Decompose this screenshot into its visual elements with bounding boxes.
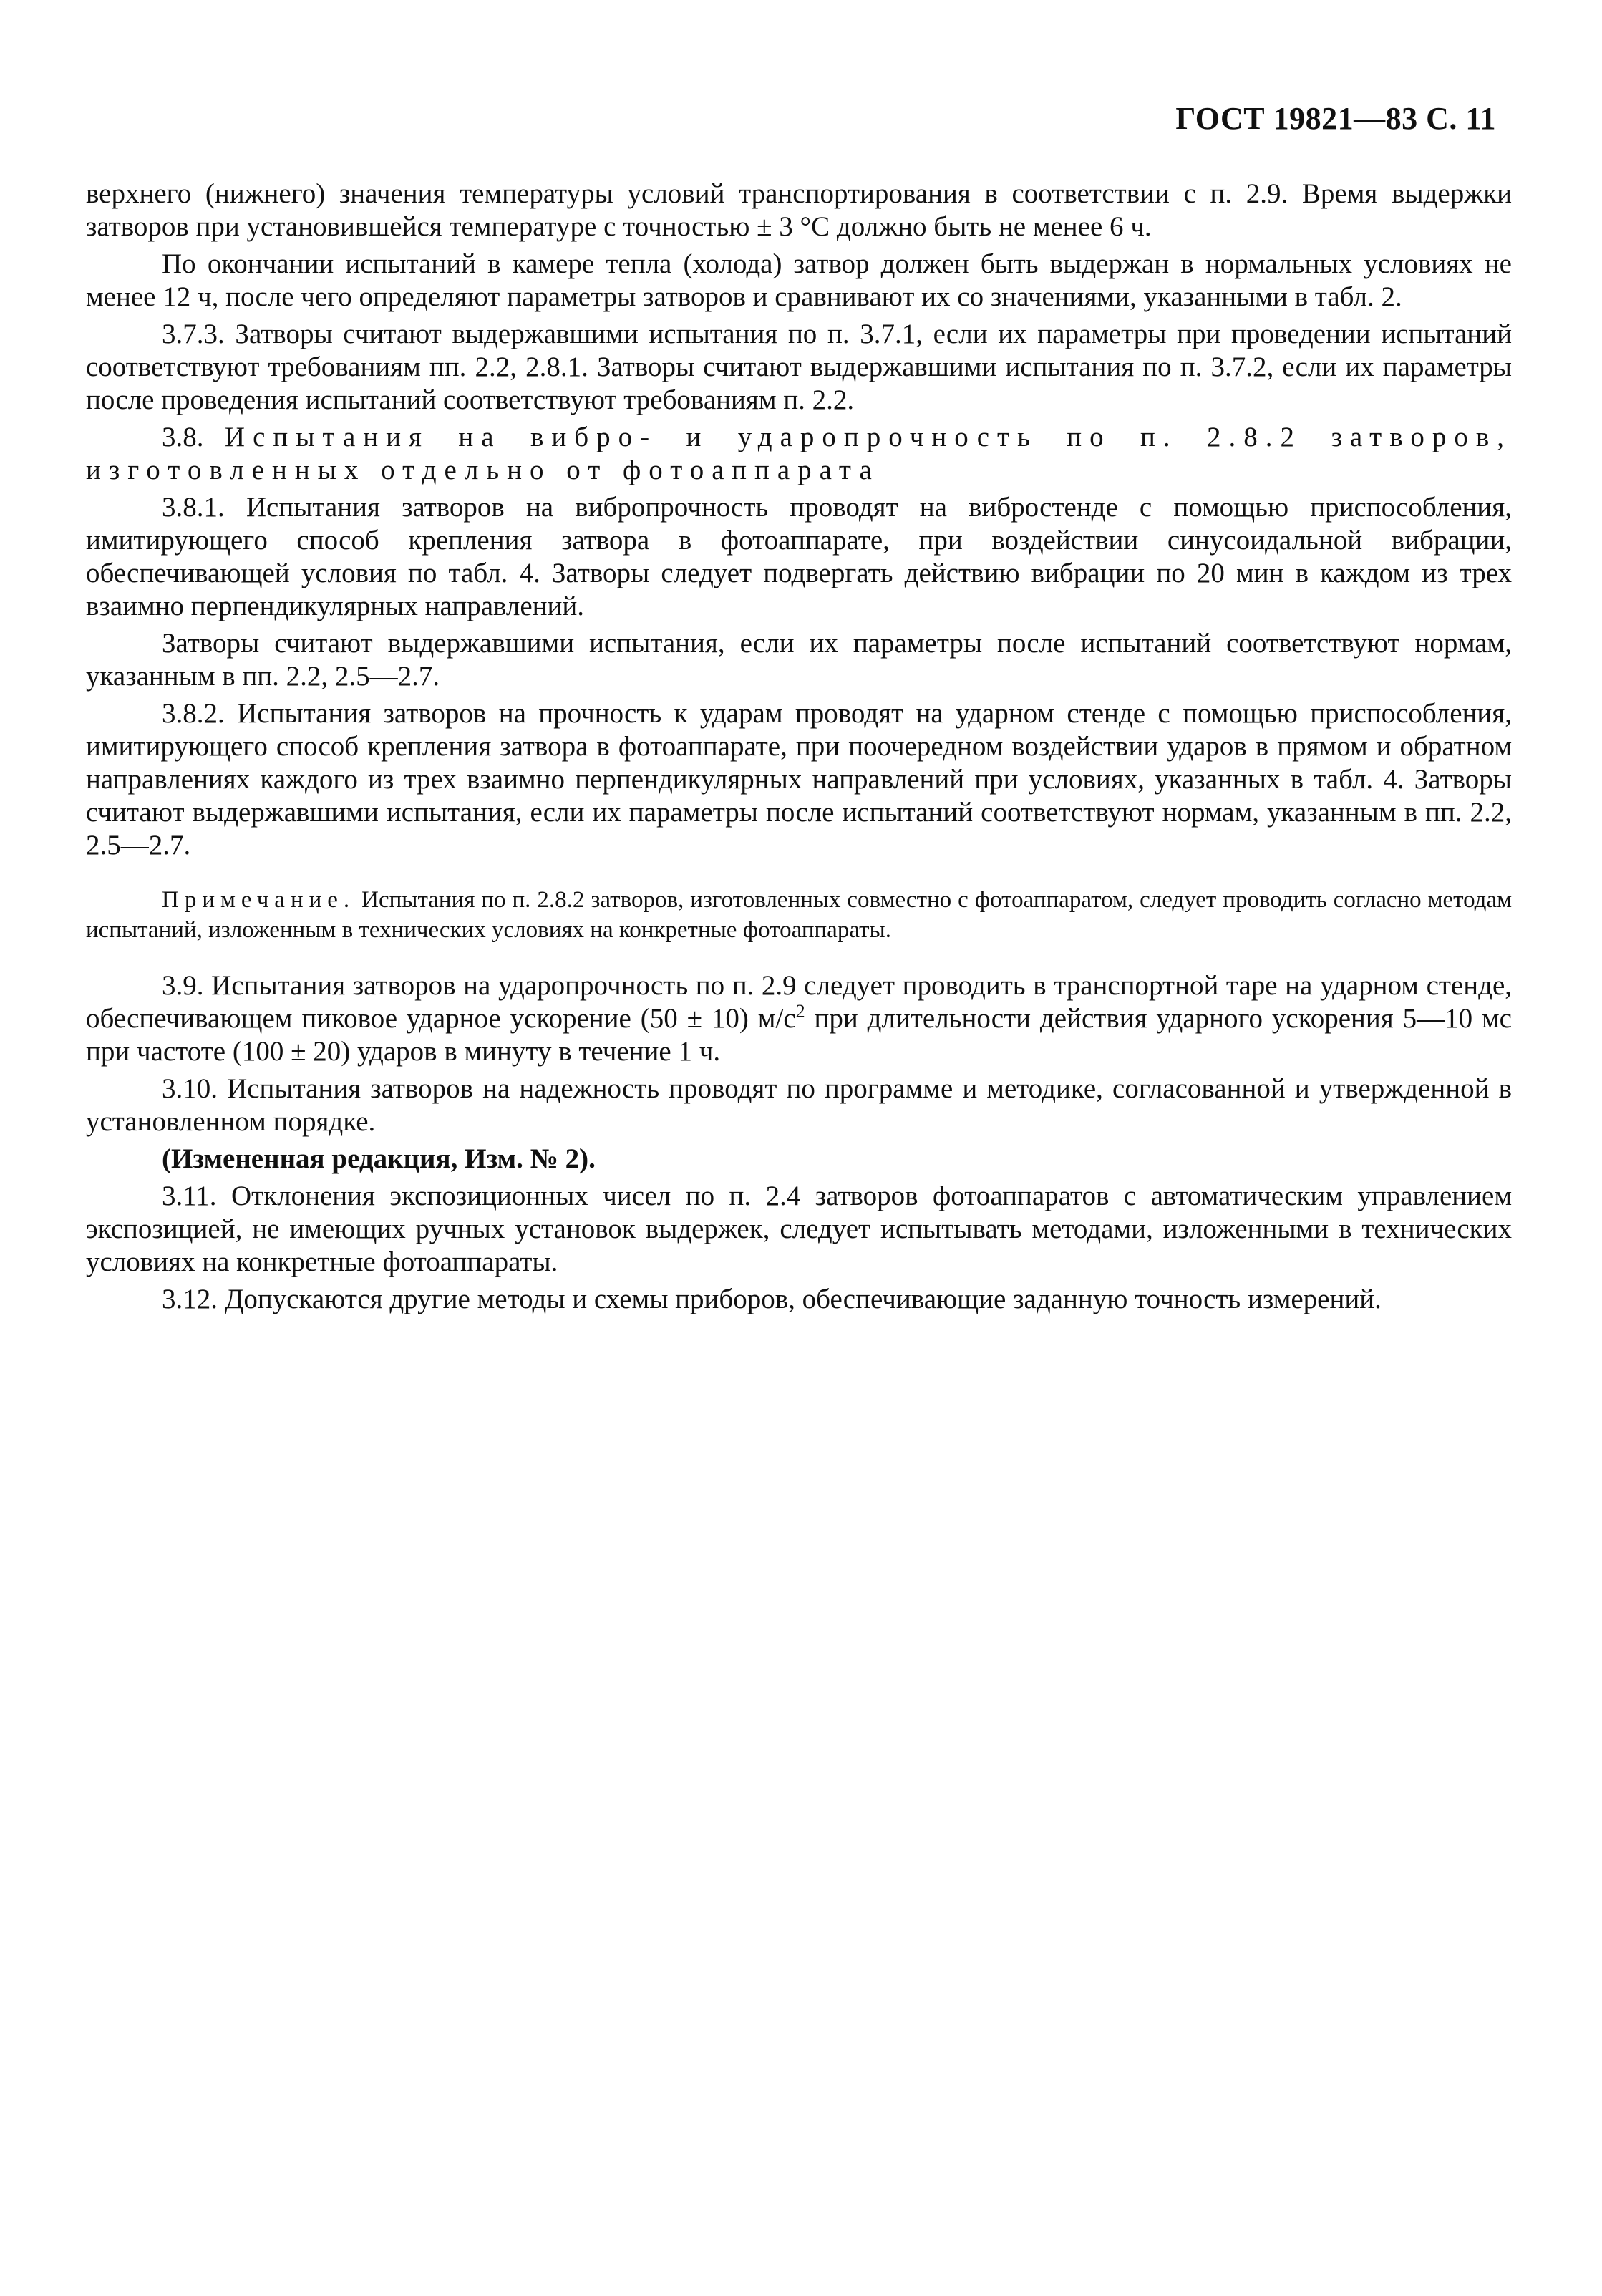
section-number: 3.8.	[162, 422, 204, 452]
paragraph-3-7-3: 3.7.3. Затворы считают выдержавшими испытания по п. 3.7.1, если их параметры при проведении испытаний соответствуют требованиям пп. 2.2, 2.8.1. Затворы считают выдержавшими испытания по п. 3.7.2, если их параметры после проведения испытаний соответствуют требованиям п. 2.2.	[86, 319, 1512, 415]
superscript: 2	[795, 1001, 805, 1022]
paragraph-3-8-1: 3.8.1. Испытания затворов на вибропрочность проводят на вибростенде с помощью приспособления, имитирующего способ крепления затвора в фотоаппарате, при воздействии синусоидальной вибрации, обеспечивающей условия по табл. 4. Затворы следует подвергать действию вибрации по 20 мин в каждом из трех взаимно перпендикулярных направлений.	[86, 492, 1512, 621]
paragraph-shutters-passed: Затворы считают выдержавшими испытания, если их параметры после испытаний соответствуют нормам, указанным в пп. 2.2, 2.5—2.7.	[86, 628, 1512, 692]
paragraph-3-9-part-a: 3.9. Испытания затворов на ударопрочность по п. 2.9 следует проводить в транспортной таре на ударном стенде, обеспечивающем пиковое ударное ускорение (50 ± 10) м/с	[86, 970, 1512, 1034]
note-label: Примечание.	[162, 887, 356, 913]
document-body	[86, 178, 1512, 1320]
note-text: Испытания по п. 2.8.2 затворов, изготовленных совместно с фотоаппаратом, следует проводить согласно методам испытаний, изложенным в технических условиях на конкретные фотоаппараты.	[86, 887, 1513, 943]
paragraph-3-12: 3.12. Допускаются другие методы и схемы приборов, обеспечивающие заданную точность измерений.	[162, 1284, 1382, 1314]
paragraph-3-8-2: 3.8.2. Испытания затворов на прочность к ударам проводят на ударном стенде с помощью приспособления, имитирующего способ крепления затвора в фотоаппарате, при поочередном воздействии ударов в прямом и обратном направлениях каждого из трех взаимно перпендикулярных направлений при условиях, указанных в табл. 4. Затворы считают выдержавшими испытания, если их параметры после испытаний соответствуют нормам, указанным в пп. 2.2, 2.5—2.7.	[86, 698, 1512, 861]
revision-note: (Измененная редакция, Изм. № 2).	[162, 1143, 596, 1174]
paragraph-continued: верхнего (нижнего) значения температуры условий транспортирования в соответствии с п. 2.9. Время выдержки затворов при установившейся температуре с точностью ± 3 °С должно быть не менее 6 ч.	[86, 178, 1512, 242]
paragraph-cold-heat-chamber: По окончании испытаний в камере тепла (холода) затвор должен быть выдержан в нормальных условиях не менее 12 ч, после чего определяют параметры затворов и сравнивают их со значениями, указанными в табл. 2.	[86, 248, 1512, 312]
paragraph-3-9-part-b: при длительности действия ударного ускорения 5—10 мс при частоте (100 ± 20) ударов в минуту в течение 1 ч.	[86, 1003, 1512, 1067]
section-heading-text: Испытания на вибро- и ударопрочность по п. 2.8.2 затворов, изготовленных отдельно от фотоаппарата	[86, 422, 1513, 485]
paragraph-3-10: 3.10. Испытания затворов на надежность проводят по программе и методике, согласованной и утвержденной в установленном порядке.	[86, 1073, 1512, 1137]
paragraph-3-9	[86, 969, 1512, 1068]
page-header: ГОСТ 19821—83 С. 11	[1175, 101, 1496, 136]
section-heading-3-8	[86, 421, 1512, 487]
note	[86, 885, 1512, 945]
paragraph-3-11: 3.11. Отклонения экспозиционных чисел по п. 2.4 затворов фотоаппаратов с автоматическим управлением экспозицией, не имеющих ручных установок выдержек, следует испытывать методами, изложенными в технических условиях на конкретные фотоаппараты.	[86, 1181, 1512, 1277]
